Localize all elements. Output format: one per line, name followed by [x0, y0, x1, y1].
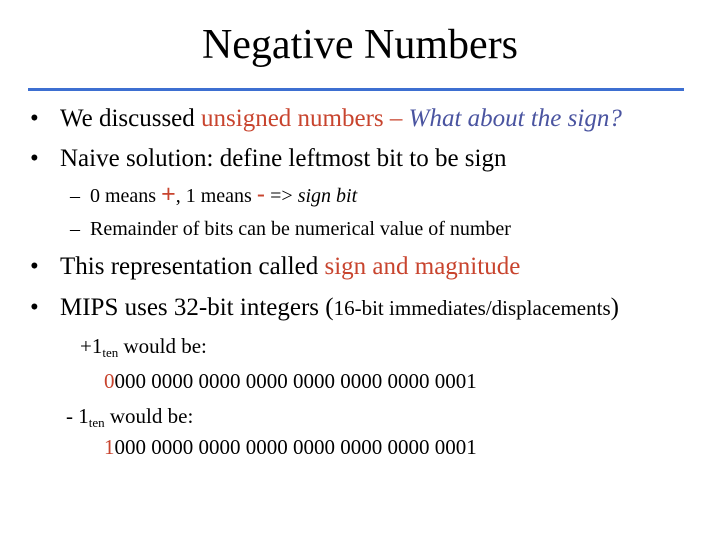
bullet-mips-integers	[30, 293, 619, 323]
bullet-dot: •	[30, 294, 39, 321]
closing-paren: )	[610, 294, 619, 321]
bullet-naive-solution	[30, 144, 506, 174]
dash-separator: –	[383, 105, 409, 132]
negative-one-label	[66, 403, 193, 429]
highlight-sign-and-magnitude: sign and magnitude	[324, 253, 521, 280]
bullet-text: This representation called	[60, 253, 325, 280]
question-sign: What about the sign?	[408, 105, 622, 132]
bullet-dot: •	[30, 253, 39, 280]
sub-bullet-text: Remainder of bits can be numerical value of number	[90, 218, 511, 240]
immediates-note: 16-bit immediates/displacements	[333, 296, 611, 320]
label-subscript: ten	[88, 415, 105, 430]
bullet-text: We discussed	[60, 105, 202, 132]
bullet-dot: •	[30, 105, 39, 132]
sub-bullet-sign-bit	[70, 182, 357, 208]
negative-one-bits	[104, 434, 477, 460]
label-value: - 1	[66, 404, 89, 428]
positive-one-bits	[104, 368, 477, 394]
plus-symbol: +	[161, 180, 176, 208]
bullet-text: MIPS uses 32-bit integers (	[60, 294, 334, 321]
bullet-unsigned-numbers	[30, 104, 622, 134]
magnitude-bits: 000 0000 0000 0000 0000 0000 0000 0001	[114, 435, 477, 459]
label-value: +1	[80, 334, 103, 358]
sub-bullet-text: 0 means	[90, 185, 162, 207]
positive-one-label	[80, 333, 207, 359]
label-text: would be:	[104, 404, 194, 428]
bullet-dot: •	[30, 145, 39, 172]
sub-bullet-text: , 1 means	[175, 185, 257, 207]
sub-bullet-dash: –	[70, 218, 80, 240]
bullet-text: Naive solution: define leftmost bit to be sign	[60, 145, 507, 172]
sub-bullet-dash: –	[70, 185, 80, 207]
label-text: would be:	[118, 334, 207, 358]
minus-symbol: -	[256, 180, 266, 208]
sign-bit-one: 1	[104, 435, 115, 459]
label-subscript: ten	[102, 345, 119, 360]
slide-title: Negative Numbers	[201, 22, 519, 68]
title-underline	[28, 88, 684, 91]
sign-bit-zero: 0	[104, 369, 115, 393]
highlight-unsigned-numbers: unsigned numbers	[201, 105, 384, 132]
arrow-text: =>	[265, 185, 298, 207]
sign-bit-label: sign bit	[297, 185, 358, 207]
magnitude-bits: 000 0000 0000 0000 0000 0000 0000 0001	[114, 369, 477, 393]
bullet-sign-magnitude	[30, 252, 520, 282]
sub-bullet-remainder	[70, 217, 511, 241]
